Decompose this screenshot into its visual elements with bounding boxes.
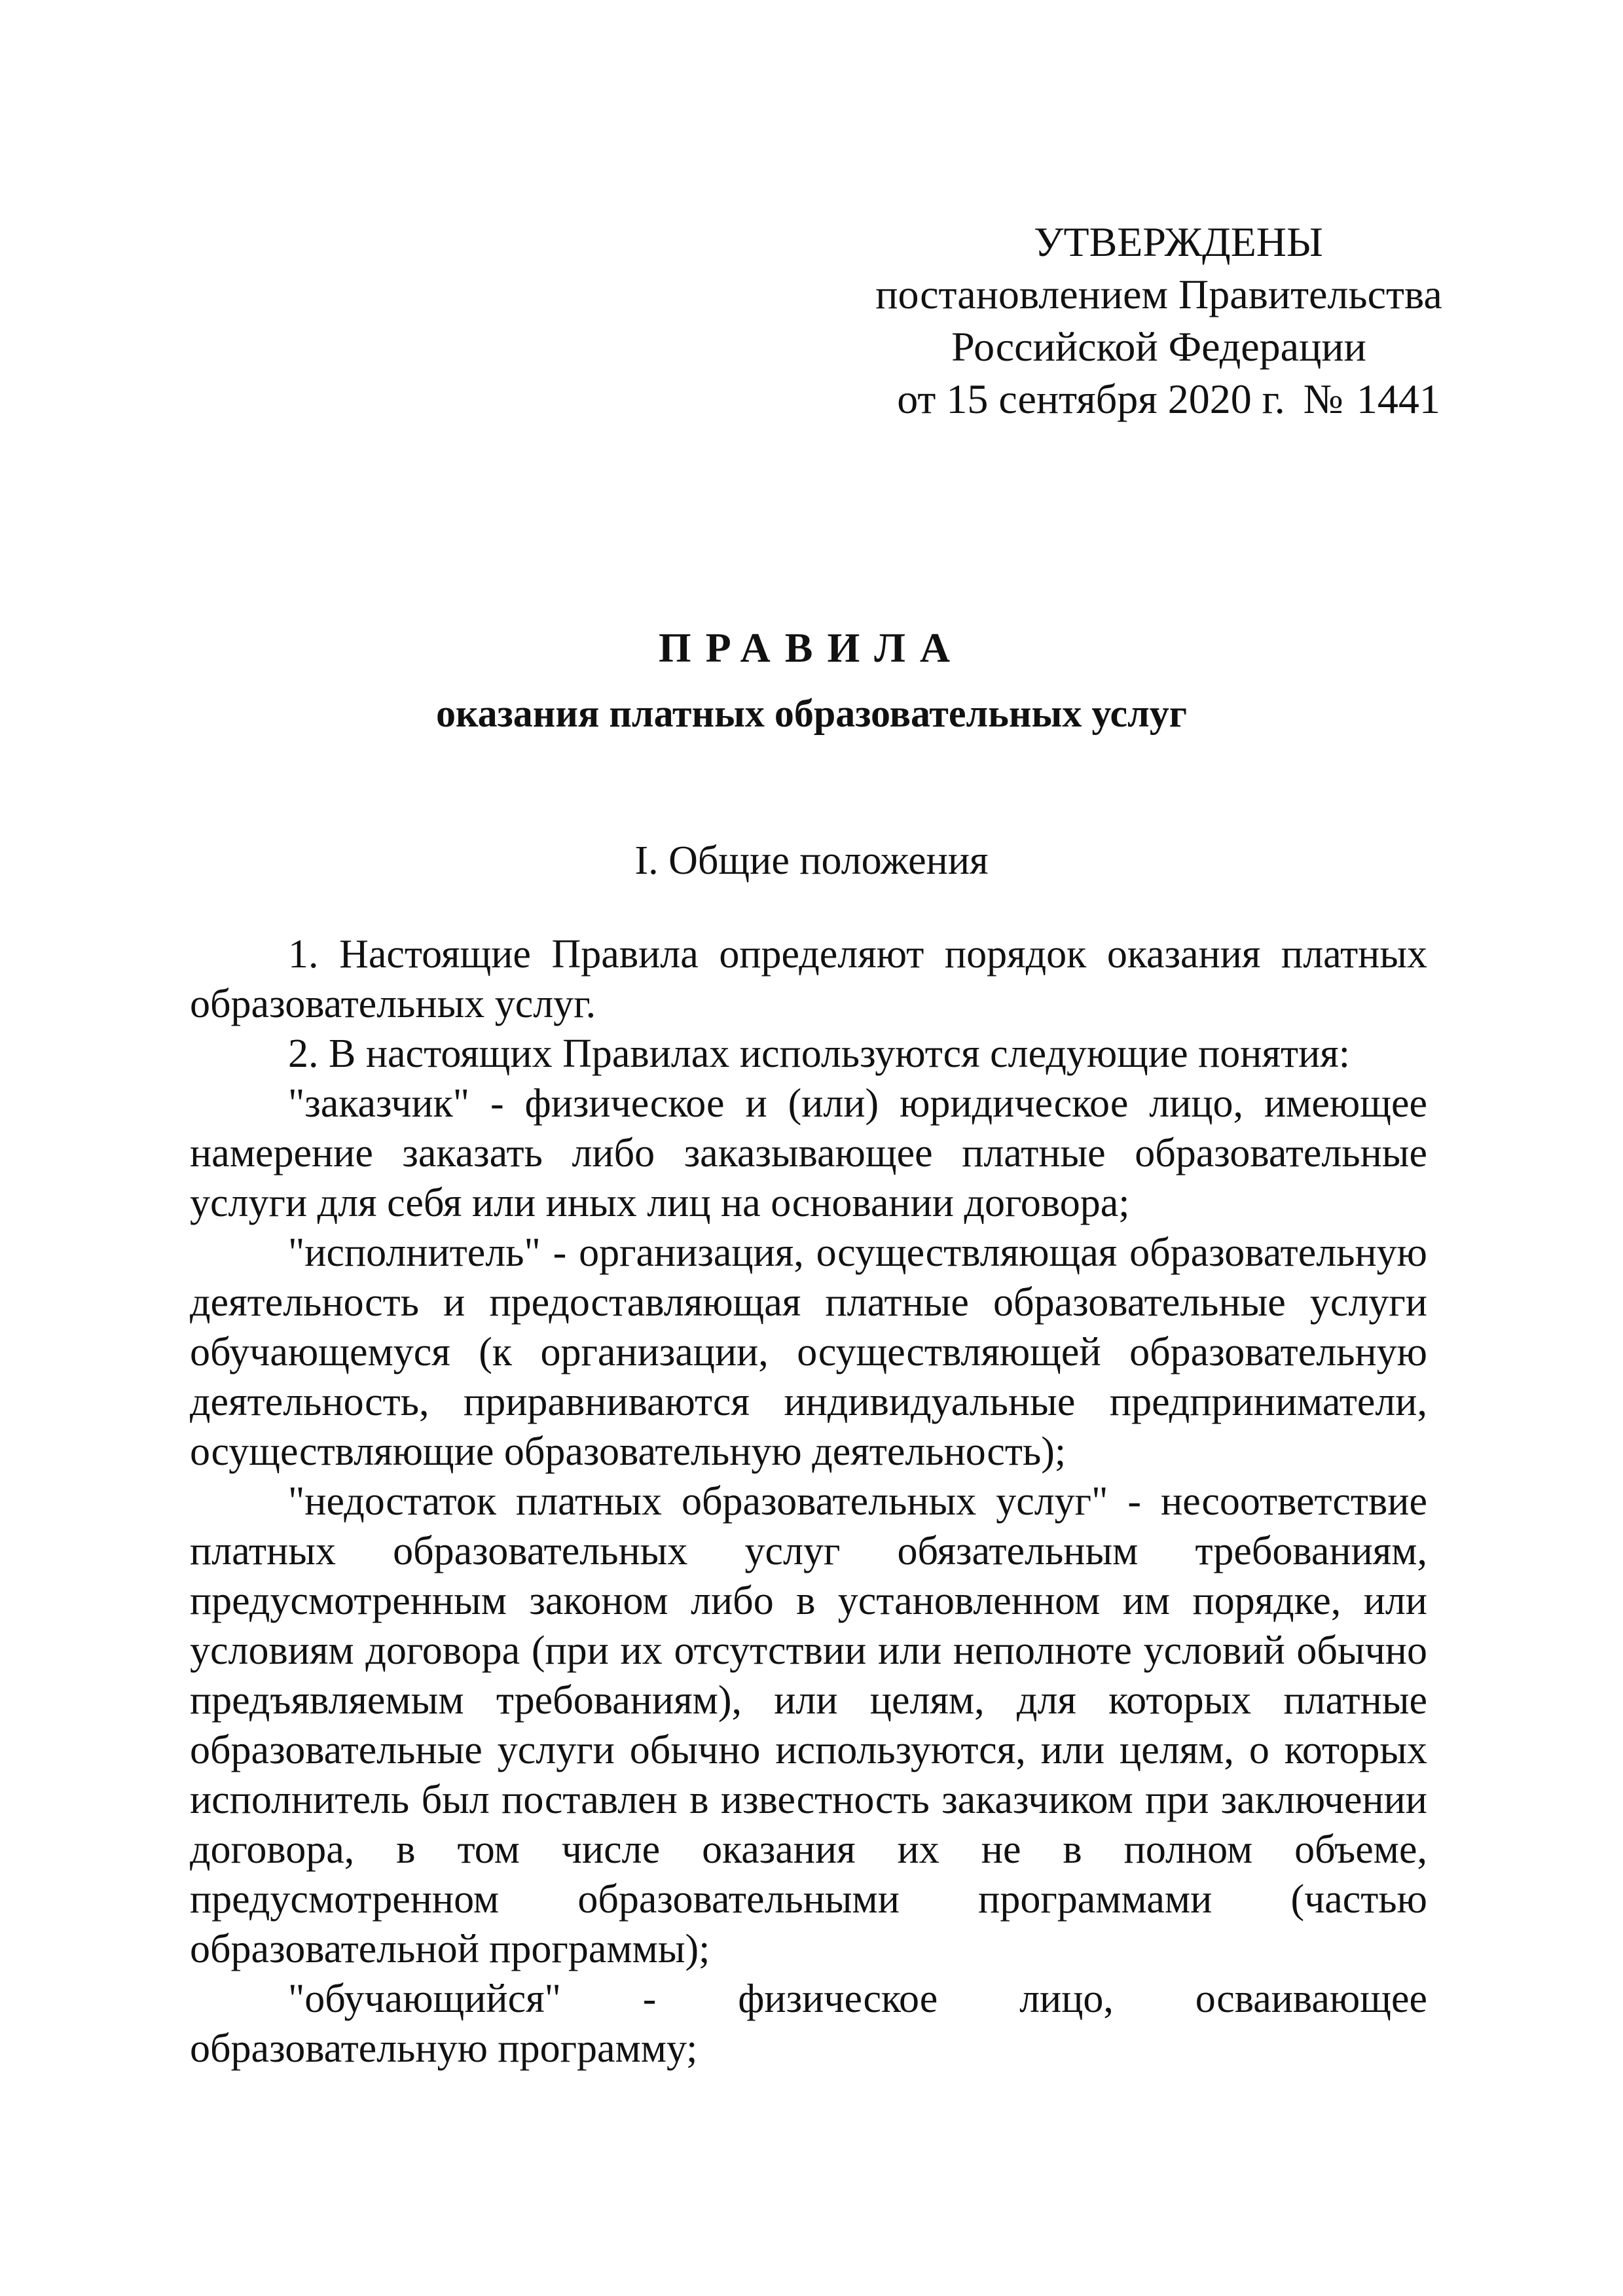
approval-number-sign: № bbox=[1303, 376, 1343, 422]
definition-student: "обучающийся" - физическое лицо, осваивающее образовательную программу; bbox=[190, 1977, 1427, 2071]
paragraph-1: 1. Настоящие Правила определяют порядок оказания платных образовательных услуг. bbox=[190, 932, 1427, 1026]
approval-number: 1441 bbox=[1356, 376, 1440, 422]
paragraph-2: 2. В настоящих Правилах используются следующие понятия: bbox=[288, 1031, 1351, 1076]
approval-line-federation: Российской Федерации bbox=[951, 323, 1366, 370]
document-body bbox=[190, 929, 1427, 2073]
definition-defect: "недостаток платных образовательных услуг" - несоответствие платных образовательных услуг обязательным требованиям, предусмотренным законом либо в установленном им порядке, или условиям договора (при их отсутствии или неполноте условий обычно предъявляемым требованиям), или целям, для которых платные образовательные услуги обычно используются, или целям, о которых исполнитель был поставлен в известность заказчиком при заключении договора, в том числе оказания их не в полном объеме, предусмотренном образовательными программами (частью образовательной программы); bbox=[190, 1479, 1427, 1971]
definition-customer: "заказчик" - физическое и (или) юридическое лицо, имеющее намерение заказать либо заказывающее платные образовательные услуги для себя или иных лиц на основании договора; bbox=[190, 1081, 1427, 1225]
document-title: ПРАВИЛА bbox=[658, 624, 965, 671]
definition-executor: "исполнитель" - организация, осуществляющая образовательную деятельность и предоставляющая платные образовательные услуги обучающемуся (к организации, осуществляющей образовательную деятельность, приравниваются индивидуальные предприниматели, осуществляющие образовательную деятельность); bbox=[190, 1230, 1427, 1474]
approval-order-line bbox=[864, 373, 1453, 425]
approval-date: от 15 сентября 2020 г. bbox=[897, 376, 1285, 422]
approval-block bbox=[864, 216, 1453, 425]
document-subtitle: оказания платных образовательных услуг bbox=[435, 692, 1188, 735]
approval-heading: УТВЕРЖДЕНЫ bbox=[1034, 219, 1323, 265]
approval-line-resolution: постановлением Правительства bbox=[875, 271, 1442, 317]
section-heading: I. Общие положения bbox=[634, 838, 989, 883]
